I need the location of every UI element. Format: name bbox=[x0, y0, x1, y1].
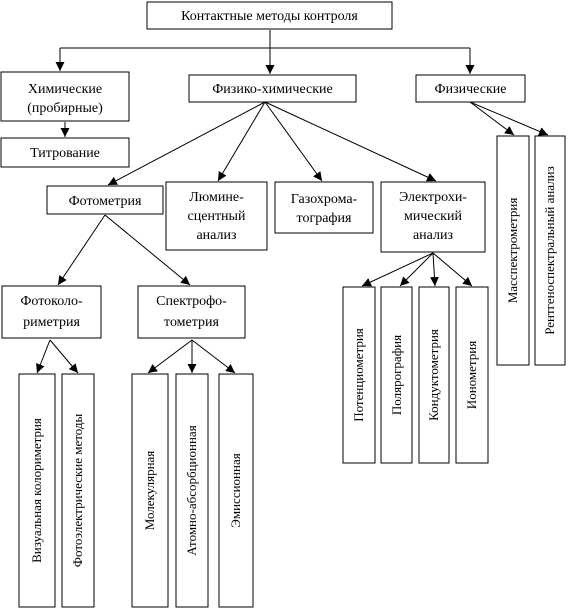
edge-electro-polarography bbox=[400, 253, 433, 286]
node-visual-colorimetry-label: Визуальная колориметрия bbox=[29, 418, 44, 563]
node-photoelectric-label: Фотоэлектрические методы bbox=[70, 413, 85, 568]
edge-photocol-photoelectric bbox=[50, 340, 78, 373]
node-photometry-label: Фотометрия bbox=[68, 194, 142, 209]
node-visual-colorimetry bbox=[19, 374, 55, 607]
node-physical-label: Физические bbox=[434, 82, 507, 97]
node-chemical-label-1: Химические bbox=[27, 82, 103, 97]
node-polarography-label: Полярография bbox=[389, 334, 404, 416]
edge-spectro-emission bbox=[192, 340, 235, 373]
node-conductometry-label: Кондуктометрия bbox=[426, 329, 441, 421]
node-gaschrom-label-2: тография bbox=[296, 211, 352, 226]
edge-physical-xray bbox=[470, 102, 548, 135]
node-conductometry bbox=[419, 287, 449, 463]
node-xray-spectral bbox=[535, 136, 565, 365]
node-physchem-label: Физико-химические bbox=[212, 82, 333, 97]
node-chemical-label-2: (пробирные) bbox=[27, 101, 103, 116]
node-photocolorimetry-label-1: Фотоколо- bbox=[20, 294, 83, 309]
node-electrochem bbox=[381, 182, 485, 252]
edge-physical-mass bbox=[470, 102, 514, 135]
node-root-label: Контактные методы контроля bbox=[181, 9, 358, 24]
node-physical bbox=[416, 75, 525, 102]
edge-photocol-visual bbox=[37, 340, 50, 373]
node-xray-spectral-label: Рентгеноспектральный анализ bbox=[542, 166, 557, 335]
edge-physchem-electrochem bbox=[265, 102, 436, 181]
node-titration bbox=[1, 138, 129, 167]
node-luminescent-label-3: анализ bbox=[196, 228, 237, 243]
node-photocolorimetry-label-2: риметрия bbox=[23, 315, 80, 330]
node-emission-label: Эмиссионная bbox=[228, 453, 243, 528]
node-photometry bbox=[47, 186, 163, 214]
node-photoelectric bbox=[62, 374, 94, 607]
node-potentiometry-label: Потенциометрия bbox=[351, 328, 366, 422]
node-chemical bbox=[1, 72, 129, 121]
node-polarography bbox=[381, 287, 412, 463]
node-atomic-absorption bbox=[176, 374, 208, 607]
node-luminescent-label-1: Люмине- bbox=[189, 190, 244, 205]
edge-electro-ionometry bbox=[433, 253, 472, 286]
node-gaschrom-label-1: Газохрома- bbox=[290, 192, 358, 207]
node-ionometry bbox=[456, 287, 488, 463]
node-ionometry-label: Ионометрия bbox=[464, 340, 479, 410]
node-electrochem-label-1: Электрохи- bbox=[399, 190, 467, 205]
node-luminescent bbox=[166, 182, 267, 250]
edge-physchem-gaschrom bbox=[265, 102, 322, 181]
node-photocolorimetry bbox=[2, 286, 101, 338]
edge-spectro-molecular bbox=[148, 340, 192, 373]
edge-electro-conductometry bbox=[433, 253, 435, 286]
edge-physchem-luminescent bbox=[218, 102, 265, 181]
node-root bbox=[147, 2, 392, 29]
node-titration-label: Титрование bbox=[30, 146, 100, 161]
edge-photometry-photocolorimetry bbox=[58, 215, 105, 285]
node-luminescent-label-2: сцентный bbox=[187, 209, 246, 224]
edge-electro-potentiometry bbox=[362, 253, 433, 286]
node-atomic-absorption-label: Атомно-абсорбционная bbox=[184, 425, 199, 556]
node-molecular bbox=[132, 374, 168, 607]
node-mass-spectrometry-label: Масспектрометрия bbox=[505, 197, 520, 304]
node-physchem bbox=[189, 75, 356, 102]
node-spectrophotometry-label-1: Спектрофо- bbox=[156, 294, 227, 309]
node-molecular-label: Молекулярная bbox=[142, 450, 157, 531]
edge-physchem-photometry bbox=[108, 102, 265, 185]
node-mass-spectrometry bbox=[497, 136, 529, 365]
node-potentiometry bbox=[343, 287, 375, 463]
node-spectrophotometry-label-2: тометрия bbox=[164, 315, 219, 330]
node-electrochem-label-3: анализ bbox=[412, 228, 454, 243]
node-spectrophotometry bbox=[138, 286, 245, 338]
node-electrochem-label-2: мический bbox=[404, 209, 462, 224]
node-gaschrom bbox=[275, 182, 373, 233]
node-emission bbox=[219, 374, 253, 607]
